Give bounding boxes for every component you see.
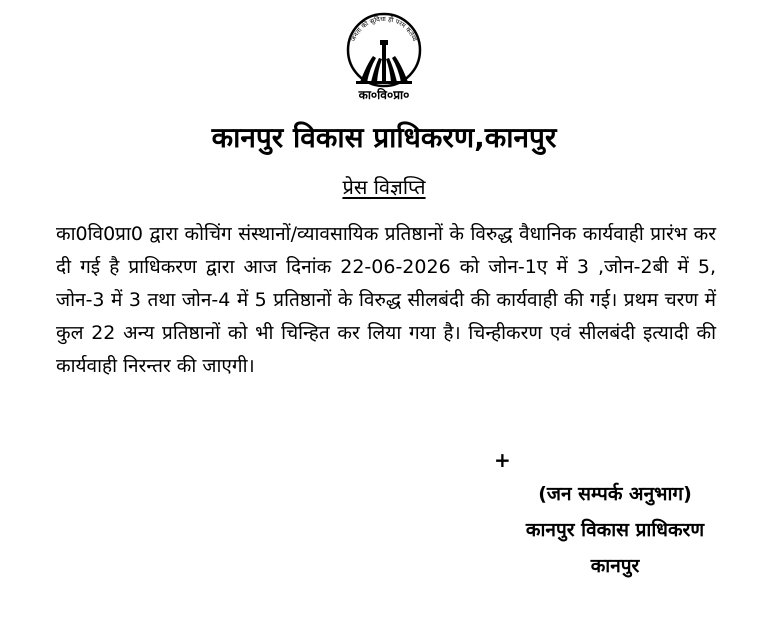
signature-department: (जन सम्पर्क अनुभाग) — [538, 483, 692, 505]
signature-city: कानपुर — [590, 555, 640, 577]
doc-type-heading — [0, 172, 768, 202]
signature-org: कानपुर विकास प्राधिकरण — [525, 519, 705, 541]
plus-mark: + — [494, 448, 511, 472]
kda-emblem-icon — [343, 8, 425, 88]
signature-block — [470, 476, 760, 584]
press-release-body: का0वि0प्रा0 द्वारा कोचिंग संस्थानों/व्यावसायिक प्रतिष्ठानों के विरुद्ध वैधानिक कार्यवाही प्रारंभ कर दी गई है प्राधिकरण द्वारा आज दिनांक 22-06-2026 को जोन-1ए में 3 ,जोन-2बी में 5, जोन-3 में 3 तथा जोन-4 में 5 प्रतिष्ठानों के विरुद्ध सीलबंदी की कार्यवाही की गई। प्रथम चरण में कुल 22 अन्य प्रतिष्ठानों को भी चिन्हित कर लिया गया है। चिन्हीकरण एवं सीलबंदी इत्यादी की कार्यवाही निरन्तर की जाएगी। — [56, 223, 716, 377]
logo-caption: का०वि०प्रा० — [358, 88, 410, 102]
kda-logo — [343, 8, 425, 106]
org-title: कानपुर विकास प्राधिकरण,कानपुर — [211, 121, 557, 154]
svg-text:जनता की सुविधा ही परम कर्तव्य — [349, 15, 419, 44]
doc-type-label: प्रेस विज्ञप्ति — [342, 175, 426, 199]
logo-arc-text: जनता की सुविधा ही परम कर्तव्य — [349, 14, 419, 43]
